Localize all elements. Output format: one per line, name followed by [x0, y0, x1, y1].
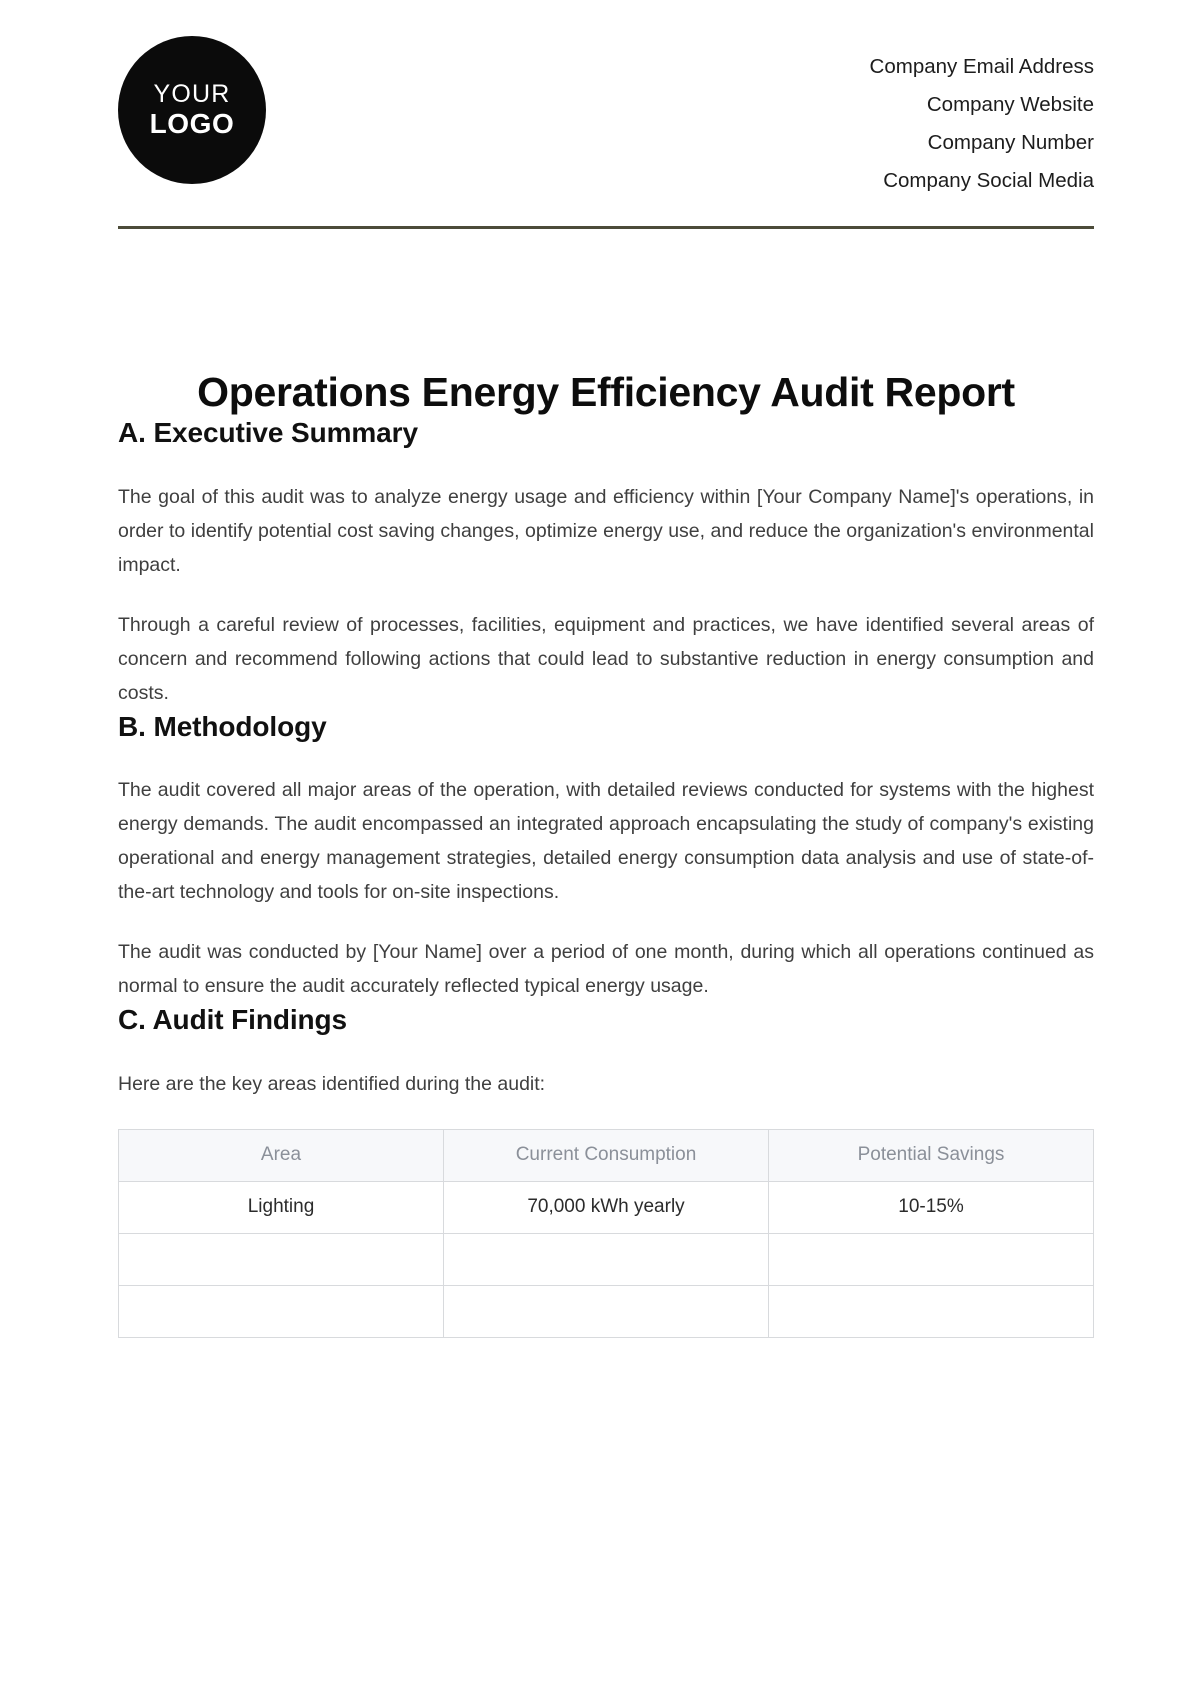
cell-potential-savings[interactable] — [769, 1233, 1094, 1285]
company-contact-block — [870, 36, 1094, 200]
table-body — [119, 1181, 1094, 1337]
table-header-row — [119, 1129, 1094, 1181]
cell-area[interactable] — [119, 1233, 444, 1285]
column-header-current-consumption: Current Consumption — [444, 1129, 769, 1181]
contact-website: Company Website — [926, 93, 1094, 116]
cell-potential-savings[interactable]: 10-15% — [769, 1181, 1094, 1233]
contact-number: Company Number — [927, 131, 1094, 154]
column-header-area: Area — [119, 1129, 444, 1181]
cell-current-consumption[interactable] — [444, 1233, 769, 1285]
methodology-paragraph-1: The audit covered all major areas of the operation, with detailed reviews conducted for systems with the highest energy demands. The audit encompassed an integrated approach encapsulating the study of company's existing operational and energy management strategies, detailed energy consumption data analysis and use of state-of-the-art technology and tools for on-site inspections. — [118, 779, 1094, 904]
contact-email-address: Company Email Address — [869, 55, 1094, 78]
logo-text-your: YOUR — [153, 80, 231, 108]
header-divider — [118, 226, 1094, 229]
section-heading-audit-findings: C. Audit Findings — [118, 1004, 347, 1036]
section-heading-executive-summary: A. Executive Summary — [118, 417, 418, 449]
executive-summary-paragraph-2: Through a careful review of processes, facilities, equipment and practices, we have identified several areas of concern and recommend following actions that could lead to substantive reduction in energy consumption and costs. — [118, 613, 1094, 704]
cell-area[interactable]: Lighting — [119, 1181, 444, 1233]
cell-current-consumption[interactable] — [444, 1285, 769, 1337]
cell-area[interactable] — [119, 1285, 444, 1337]
contact-social-media: Company Social Media — [883, 169, 1094, 192]
audit-findings-table — [118, 1129, 1094, 1338]
logo-text-logo: LOGO — [149, 108, 235, 139]
page-title: Operations Energy Efficiency Audit Report — [197, 369, 1015, 415]
column-header-potential-savings: Potential Savings — [769, 1129, 1094, 1181]
document-header — [0, 0, 1200, 200]
table-row[interactable] — [119, 1233, 1094, 1285]
methodology-paragraph-2: The audit was conducted by [Your Name] over a period of one month, during which all operations continued as normal to ensure the audit accurately reflected typical energy usage. — [118, 941, 1094, 998]
company-logo — [118, 36, 266, 184]
cell-current-consumption[interactable]: 70,000 kWh yearly — [444, 1181, 769, 1233]
executive-summary-paragraph-1: The goal of this audit was to analyze energy usage and efficiency within [Your Company Name]'s operations, in order to identify potential cost saving changes, optimize energy use, and reduce the organization's environmental impact. — [118, 485, 1094, 576]
document-content — [0, 369, 1200, 1338]
table-header — [119, 1129, 1094, 1181]
cell-potential-savings[interactable] — [769, 1285, 1094, 1337]
table-row[interactable] — [119, 1285, 1094, 1337]
section-heading-methodology: B. Methodology — [118, 710, 327, 742]
table-row[interactable] — [119, 1181, 1094, 1233]
audit-findings-intro: Here are the key areas identified during the audit: — [118, 1072, 546, 1095]
